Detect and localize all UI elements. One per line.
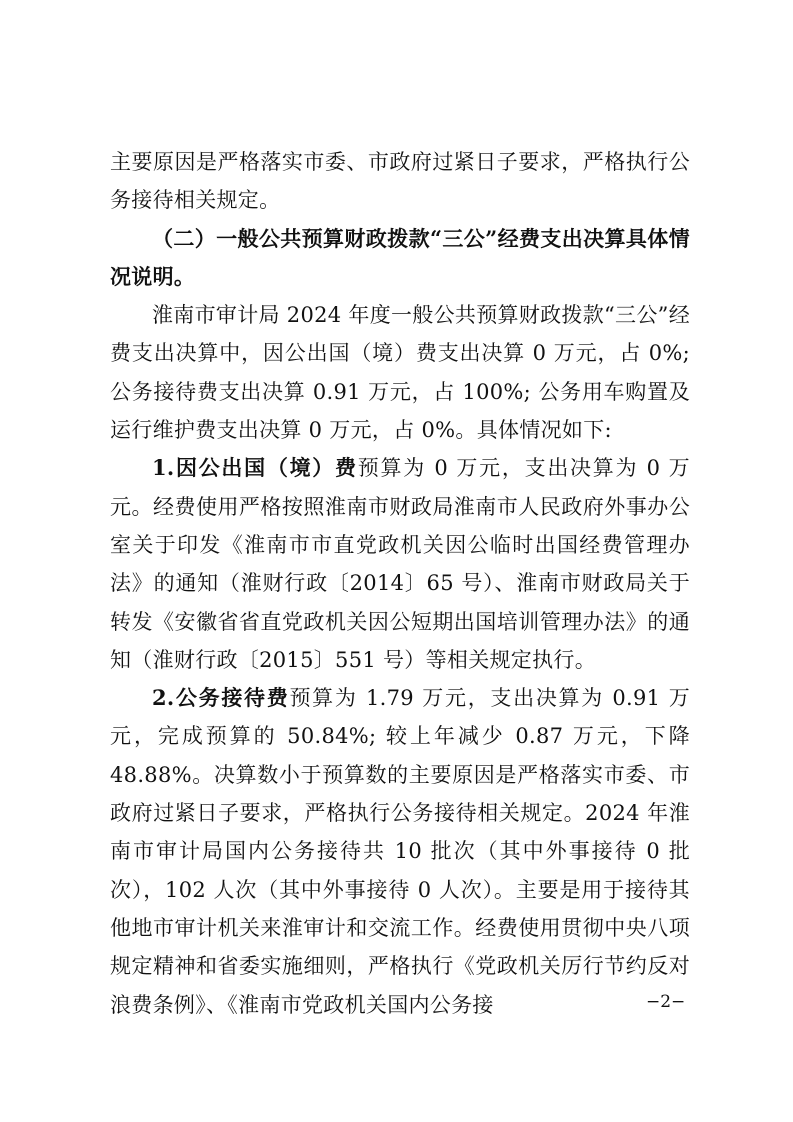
paragraph-overseas-expense bbox=[110, 449, 690, 679]
section-heading: （二）一般公共预算财政拨款“三公”经费支出决算具体情况说明。 bbox=[110, 225, 690, 289]
item-lead-reception: 2.公务接待费 bbox=[152, 685, 290, 711]
item-body-overseas: 预算为 0 万元，支出决算为 0 万元。经费使用严格按照淮南市财政局淮南市人民政府外事办公室关于印发《淮南市市直党政机关因公临时出国经费管理办法》的通知（淮财行政〔2014〕65 号）、淮南市财政局关于转发《安徽省省直党政机关因公短期出国培训管理办法》的通知（淮财行政〔2015〕551 号）等相关规定执行。 bbox=[110, 456, 690, 672]
page-number: −2− bbox=[646, 992, 686, 1012]
item-lead-overseas: 1.因公出国（境）费 bbox=[152, 455, 358, 481]
paragraph-summary: 淮南市审计局 2024 年度一般公共预算财政拨款“三公”经费支出决算中，因公出国（境）费支出决算 0 万元，占 0%;公务接待费支出决算 0.91 万元，占 100%; 公务用车购置及运行维护费支出决算 0 万元，占 0%。具体情况如下: bbox=[110, 303, 690, 443]
paragraph-reception-expense bbox=[110, 679, 690, 1024]
item-body-reception: 预算为 1.79 万元，支出决算为 0.91 万元，完成预算的 50.84%; 较上年减少 0.87 万元，下降 48.88%。决算数小于预算数的主要原因是严格落实市委、市政府过紧日子要求，严格执行公务接待相关规定。2024 年淮南市审计局国内公务接待共 10 批次（其中外事接待 0 批次），102 人次（其中外事接待 0 人次）。主要是用于接待其他地市审计机关来淮审计和交流工作。经费使用贯彻中央八项规定精神和省委实施细则，严格执行《党政机关厉行节约反对浪费条例》、《淮南市党政机关国内公务接 bbox=[110, 686, 690, 1017]
document-body bbox=[110, 143, 690, 1024]
paragraph-continuation: 主要原因是严格落实市委、市政府过紧日子要求，严格执行公务接待相关规定。 bbox=[110, 150, 690, 213]
